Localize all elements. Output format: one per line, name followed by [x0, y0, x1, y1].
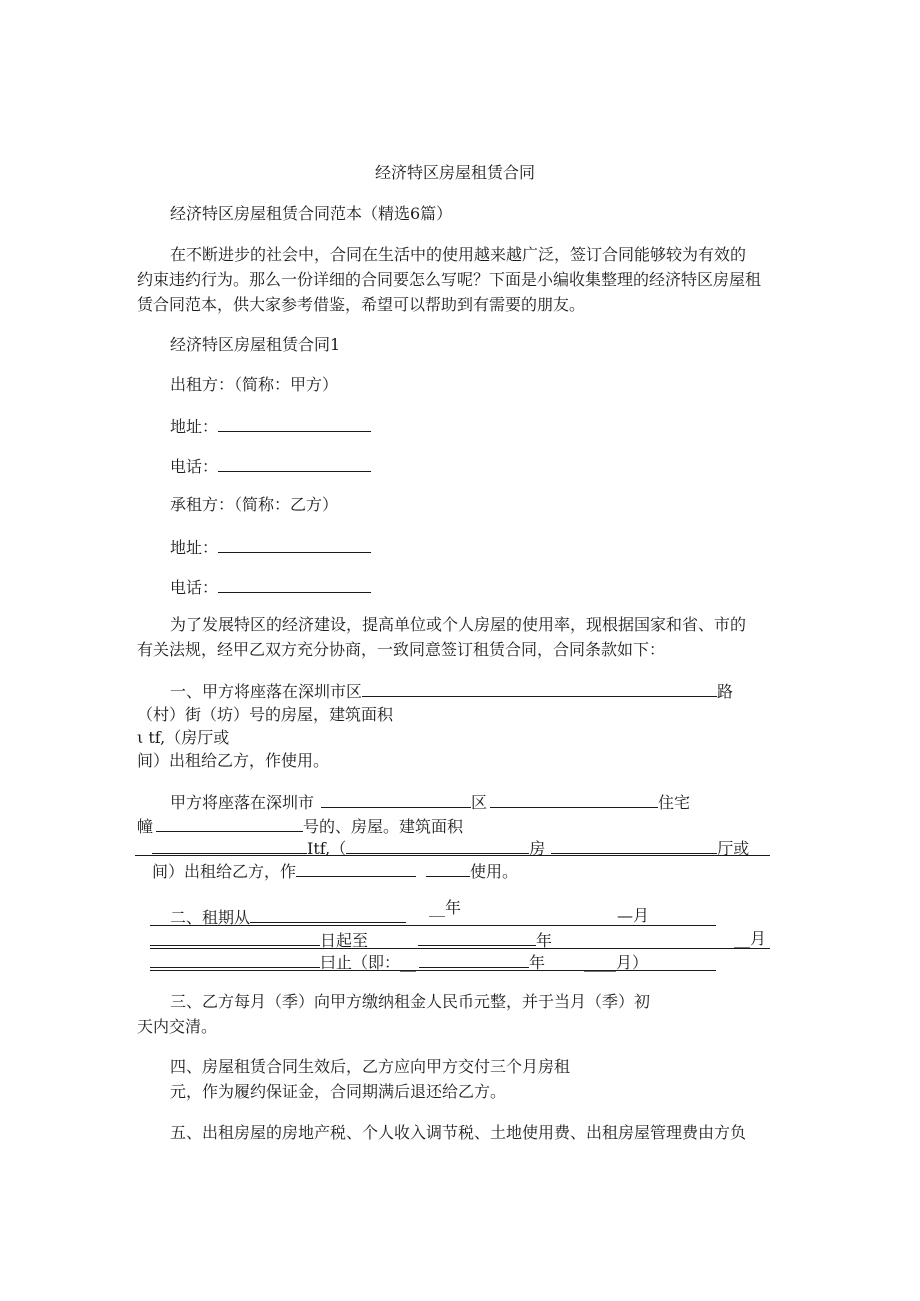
blank-line [321, 790, 471, 808]
lessee-phone-label: 电话： [170, 575, 371, 599]
lessee-label: 承租方：（简称：乙方） [170, 495, 339, 514]
blank-line [551, 836, 717, 854]
clause-1b-line-2: 幢 号的、房屋。建筑面积 [137, 814, 463, 838]
blank-line [346, 836, 529, 854]
clause-1-line-2: （村）街（坊）号的房屋，建筑面积 [137, 705, 394, 724]
lessor-address-label: 地址： [170, 414, 371, 438]
clause-3-line-2: 天内交清。 [137, 1017, 218, 1036]
clause-2-line-2: 日起至 年 [150, 928, 552, 952]
blank-line [362, 679, 717, 697]
blank-line [250, 905, 406, 923]
document-title: 经济特区房屋租赁合同 [375, 163, 536, 182]
clause-2-year-1: __年 [429, 898, 462, 917]
blank-line [218, 454, 371, 472]
clause-1b-line-4: 间）出租给乙方，作 使用。 [152, 859, 518, 883]
clause-1b-line-1: 甲方将座落在深圳市 区 住宅 [170, 790, 690, 814]
clause-3-line-1: 三、乙方每月（季）向甲方缴纳租金人民币元整，并于当月（季）初 [170, 992, 651, 1011]
blank-line [418, 928, 536, 946]
underline-rule [150, 970, 716, 971]
blank-line [419, 950, 529, 968]
preamble-line-2: 有关法规，经甲乙双方充分协商，一致同意签订租赁合同，合同条款如下： [137, 640, 666, 659]
document-subtitle: 经济特区房屋租赁合同范本（精选6篇） [170, 204, 453, 223]
clause-2-line-3: 曰止（即：__ 年 ____月） [150, 950, 648, 974]
clause-1-line-4: 间）出租给乙方，作使用。 [137, 751, 330, 770]
lessor-phone-label: 电话： [170, 454, 371, 478]
lessee-address-label: 地址： [170, 535, 371, 559]
blank-line [218, 414, 371, 432]
clause-1-line-1: 一、甲方将座落在深圳市区 路 [170, 679, 733, 703]
blank-line [490, 790, 658, 808]
blank-line [218, 575, 371, 593]
lessor-label: 出租方：（简称：甲方） [170, 375, 339, 394]
clause-4-line-1: 四、房屋租赁合同生效后，乙方应向甲方交付三个月房租 [170, 1057, 571, 1076]
blank-line [150, 950, 320, 968]
blank-line [426, 859, 470, 877]
blank-line [156, 814, 303, 832]
clause-2-line-1: 二、租期从 [170, 905, 406, 929]
clause-1b-line-3: Itf,（ 房 厅或 [152, 836, 749, 860]
clause-4-line-2: 元，作为履约保证金，合同期满后退还给乙方。 [170, 1082, 507, 1101]
underline-rule [150, 948, 770, 949]
blank-line [150, 928, 320, 946]
underline-rule [135, 855, 770, 856]
blank-line [152, 836, 307, 854]
clause-2-month-1: —月 [617, 906, 650, 925]
underline-rule [150, 925, 716, 926]
clause-5-line-1: 五、出租房屋的房地产税、个人收入调节税、土地使用费、出租房屋管理费由方负 [170, 1123, 747, 1142]
blank-line [296, 859, 416, 877]
intro-line-1: 在不断进步的社会中，合同在生活中的使用越来越广泛，签订合同能够较为有效的 [170, 245, 747, 264]
clause-1-line-3: ι tf,（房厅或 [137, 728, 230, 747]
intro-line-2: 约束违约行为。那么一份详细的合同要怎么写呢？下面是小编收集整理的经济特区房屋租 [137, 270, 762, 289]
blank-line [218, 535, 371, 553]
clause-2-month-2: __月 [734, 929, 767, 948]
preamble-line-1: 为了发展特区的经济建设，提高单位或个人房屋的使用率，现根据国家和省、市的 [170, 615, 747, 634]
section-heading: 经济特区房屋租赁合同1 [170, 335, 341, 354]
intro-line-3: 赁合同范本，供大家参考借鉴，希望可以帮助到有需要的朋友。 [137, 295, 586, 314]
